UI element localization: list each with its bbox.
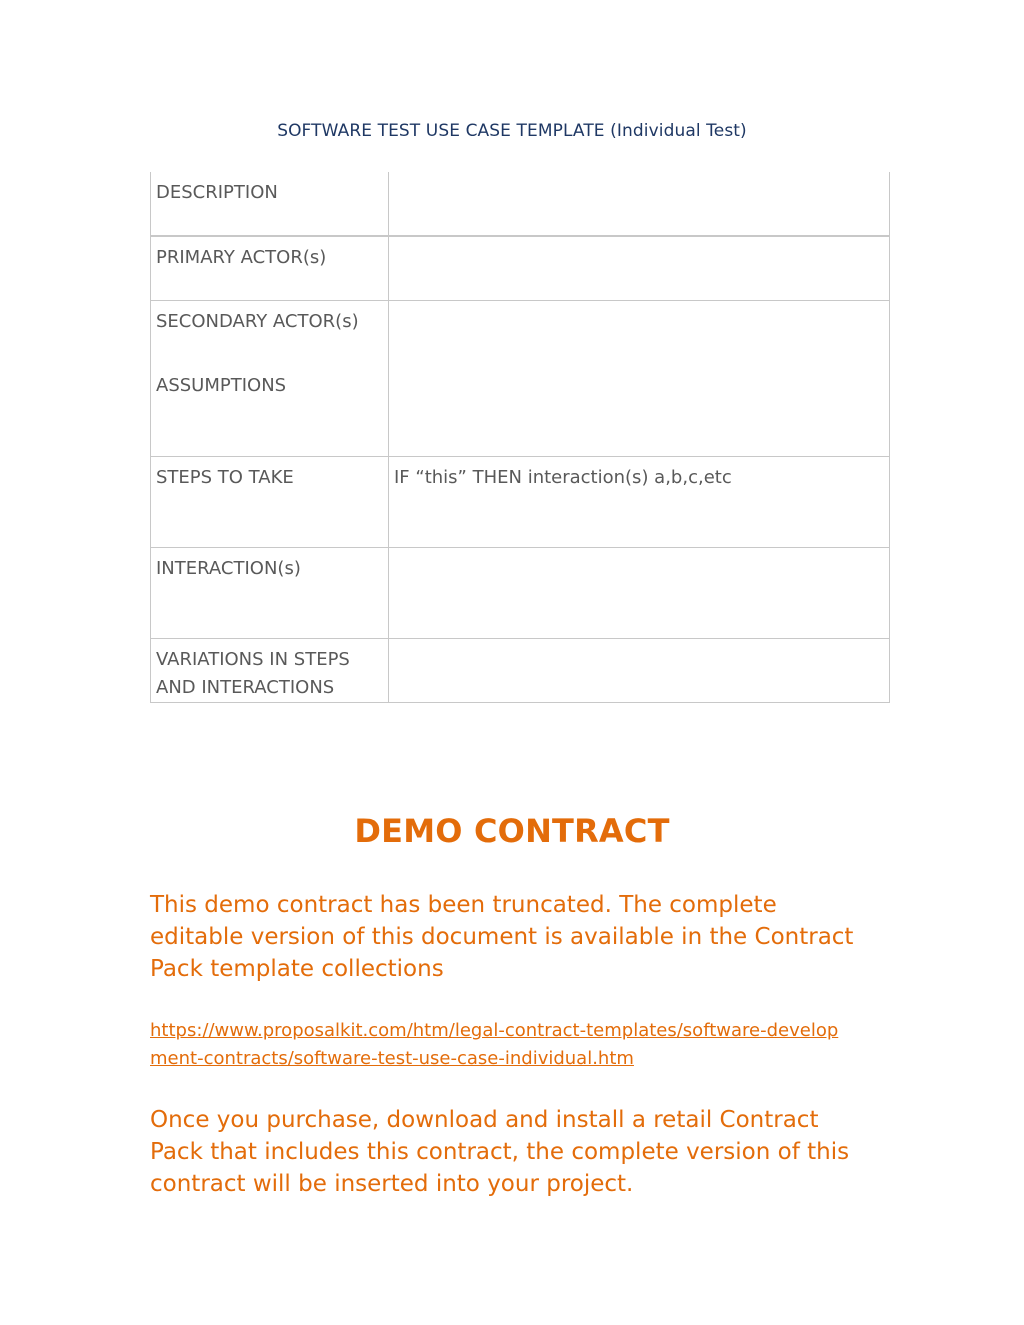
table-row <box>151 547 890 638</box>
demo-contract-heading: DEMO CONTRACT <box>354 812 670 850</box>
row-label-secondary: ASSUMPTIONS <box>156 374 287 396</box>
row-value <box>389 236 890 300</box>
row-value <box>389 638 890 702</box>
use-case-table <box>150 172 890 703</box>
row-label: PRIMARY ACTOR(s) <box>151 236 389 300</box>
table-row <box>151 236 890 300</box>
row-value: IF “this” THEN interaction(s) a,b,c,etc <box>389 456 890 547</box>
table-row <box>151 638 890 702</box>
row-label: DESCRIPTION <box>151 172 389 236</box>
row-label: INTERACTION(s) <box>151 547 389 638</box>
row-label: STEPS TO TAKE <box>151 456 389 547</box>
row-value <box>389 172 890 236</box>
table-row <box>151 172 890 236</box>
contract-pack-link[interactable]: https://www.proposalkit.com/htm/legal-contract-templates/software-development-contracts/software-test-use-case-individual.htm <box>150 1020 839 1069</box>
document-title: SOFTWARE TEST USE CASE TEMPLATE (Individual Test) <box>277 121 747 141</box>
demo-notice-paragraph: This demo contract has been truncated. The complete editable version of this document is available in the Contract Pack template collections <box>150 892 854 982</box>
row-label: VARIATIONS IN STEPS AND INTERACTIONS <box>151 638 389 702</box>
table-row <box>151 300 890 456</box>
purchase-info-paragraph: Once you purchase, download and install a retail Contract Pack that includes this contract, the complete version of this contract will be inserted into your project. <box>150 1107 850 1197</box>
row-value <box>389 547 890 638</box>
row-label: SECONDARY ACTOR(s) <box>156 310 359 332</box>
table-row <box>151 456 890 547</box>
row-value <box>389 300 890 456</box>
row-label-group <box>151 300 389 456</box>
